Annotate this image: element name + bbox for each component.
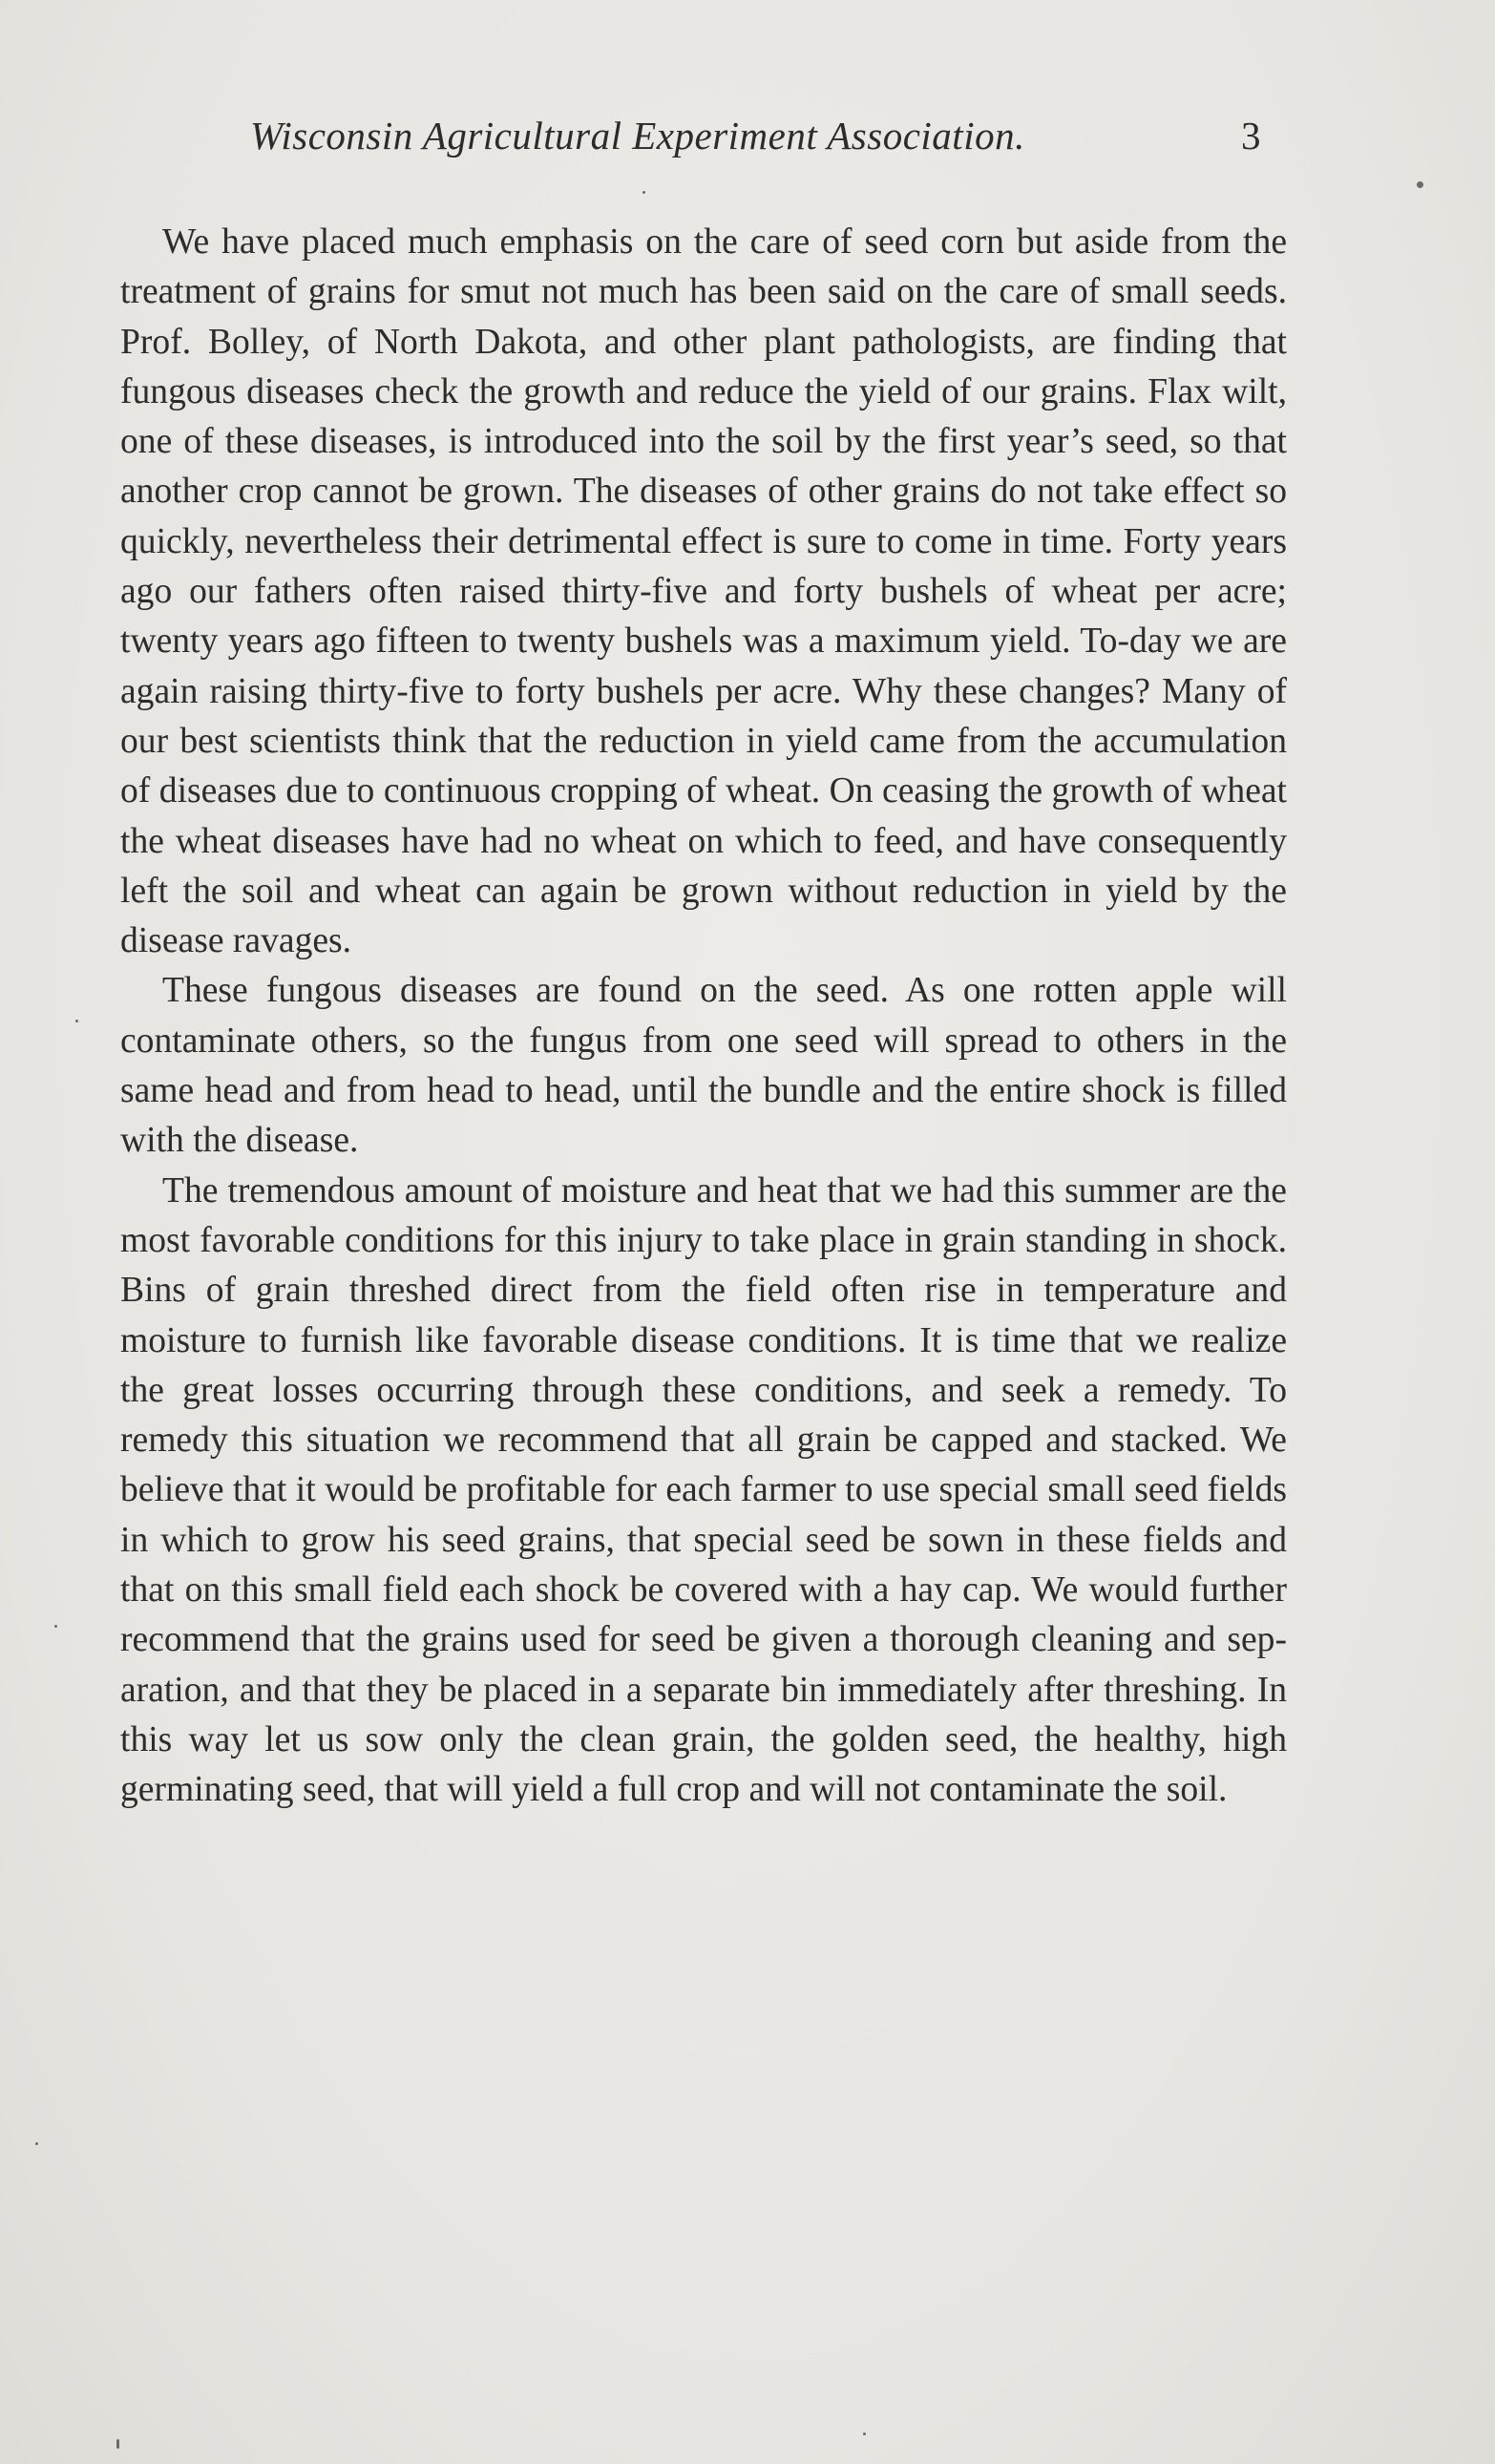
ink-speck bbox=[1417, 181, 1423, 188]
paragraph-fungous-spread: These fungous diseases are found on the seed. As one rotten apple will contaminate others, so the fungus from one seed will spread to others in the same head and from head to head, until the bundle and the entire shock is filled with the disease. bbox=[120, 971, 1287, 1161]
page-number: 3 bbox=[1241, 114, 1261, 158]
paragraph-remedy: The tremendous amount of moisture and heat that we had this summer are the most favorable conditions for this injury to take place in grain standing in shock. Bins of grain threshed direct from the field often rise in temperature and moisture to furnish like favorable disease conditions. It is time that we realize the great losses occurring through these conditions, and seek a remedy. To remedy this situation we recommend that all grain be capped and stacked. We believe that it would be profitable for each farmer to use special small seed fields in which to grow his seed grains, that special seed be sown in these fields and that on this small field each shock be covered with a hay cap. We would further recommend that the grains used for seed be given a thorough cleaning and separation, and that they be placed in a separate bin immediately after threshing. In this way let us sow only the clean grain, the golden seed, the healthy, high germinating seed, that will yield a full crop and will not contaminate the soil. bbox=[120, 1170, 1287, 1810]
body-text bbox=[120, 218, 1287, 1816]
ink-speck bbox=[116, 2439, 119, 2449]
ink-speck bbox=[54, 1625, 57, 1628]
ink-speck bbox=[642, 191, 645, 194]
ink-speck bbox=[863, 2432, 866, 2435]
paragraph-seed-diseases: We have placed much emphasis on the care of seed corn but aside from the treatment of grains for smut not much has been said on the care of small seeds. Prof. Bolley, of North Dakota, and other plant pathologists, are finding that fungous diseases check the growth and reduce the yield of our grains. Flax wilt, one of these diseases, is introduced into the soil by the first year’s seed, so that another crop cannot be grown. The diseases of other grains do not take effect so quickly, nevertheless their detrimental effect is sure to come in time. Forty years ago our fathers often raised thirty-five and forty bushels of wheat per acre; twenty years ago fifteen to twenty bushels was a maximum yield. To-day we are again raising thirty-five to forty bushels per acre. Why these changes? Many of our best scientists think that the reduction in yield came from the accumulation of diseases due to continuous cropping of wheat. On ceasing the growth of wheat the wheat diseases have had no wheat on which to feed, and have consequently left the soil and wheat can again be grown without reduction in yield by the disease ravages. bbox=[120, 222, 1287, 961]
ink-speck bbox=[75, 1020, 78, 1022]
running-title: Wisconsin Agricultural Experiment Association. bbox=[250, 114, 1025, 158]
running-head bbox=[0, 113, 1495, 170]
ink-speck bbox=[35, 2142, 38, 2145]
